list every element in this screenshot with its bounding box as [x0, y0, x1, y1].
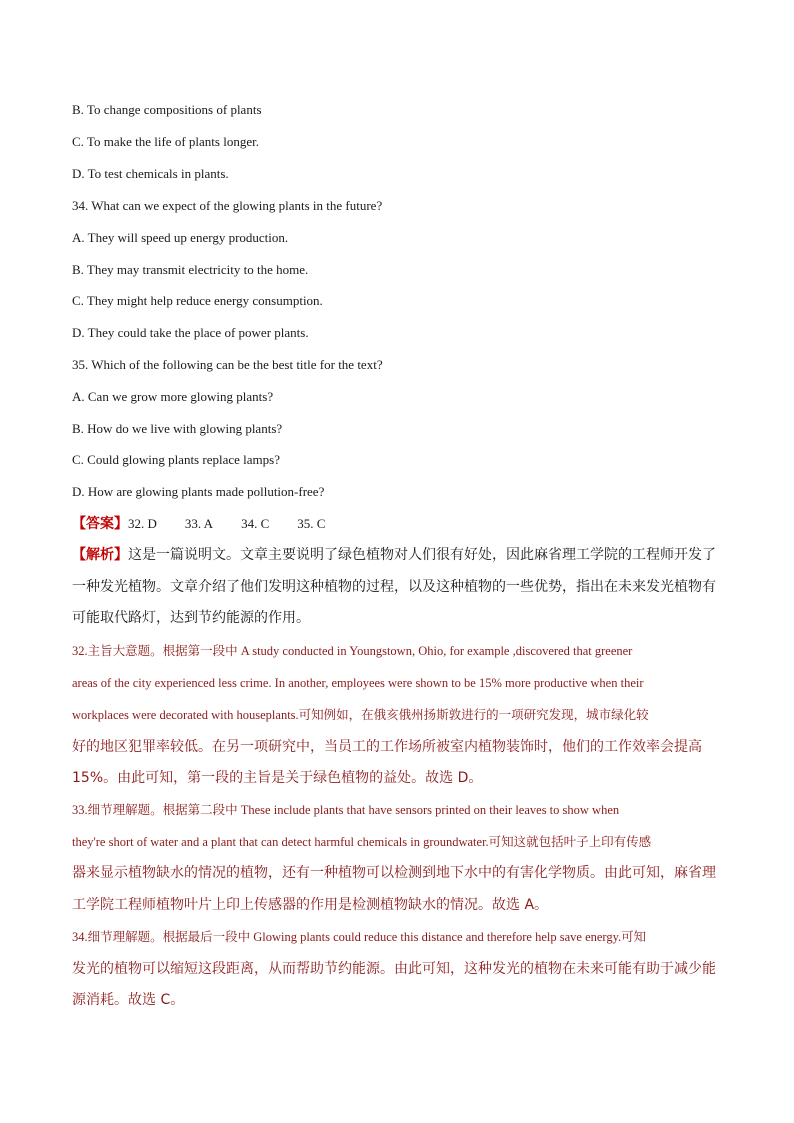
answer-tag: 【答案】 [72, 516, 128, 532]
explain-32-line: 32.主旨大意题。根据第一段中 A study conducted in Youngstown, Ohio, for example ,discovered that greener [72, 644, 633, 658]
analysis-line: 可能取代路灯，达到节约能源的作用。 [72, 610, 310, 626]
explain-32-line: 好的地区犯罪率较低。在另一项研究中，当员工的工作场所被室内植物装饰时，他们的工作效率会提高 [72, 739, 702, 755]
explain-32-line: 15%。由此可知，第一段的主旨是关于绿色植物的益处。故选 D。 [72, 770, 483, 786]
explain-32-line: workplaces were decorated with houseplants.可知例如，在俄亥俄州扬斯敦进行的一项研究发现，城市绿化较 [72, 708, 649, 722]
q34-option-d: D. They could take the place of power plants. [72, 325, 309, 340]
q35-option-c: C. Could glowing plants replace lamps? [72, 452, 280, 467]
explain-33-line: 33.细节理解题。根据第二段中 These include plants that have sensors printed on their leaves to show when [72, 803, 620, 817]
analysis-line: 一种发光植物。文章介绍了他们发明这种植物的过程，以及这种植物的一些优势，指出在未来发光植物有 [72, 579, 716, 595]
explain-32-line: areas of the city experienced less crime. In another, employees were shown to be 15% more productive when their [72, 676, 644, 690]
explain-33-line: 器来显示植物缺水的情况的植物，还有一种植物可以检测到地下水中的有害化学物质。由此可知，麻省理 [72, 865, 716, 881]
explain-34-line: 源消耗。故选 C。 [72, 992, 185, 1008]
answer-item: 35. C [297, 516, 326, 531]
analysis-tag: 【解析】 [72, 547, 128, 563]
q34-option-a: A. They will speed up energy production. [72, 230, 289, 245]
answer-item: 32. D [128, 516, 157, 531]
q33-option-b: B. To change compositions of plants [72, 102, 262, 117]
explain-33-line: they're short of water and a plant that can detect harmful chemicals in groundwater.可知这就包括叶子上印有传感 [72, 835, 652, 849]
q34-stem: 34. What can we expect of the glowing plants in the future? [72, 198, 383, 213]
q33-option-c: C. To make the life of plants longer. [72, 134, 259, 149]
explain-34-line: 34.细节理解题。根据最后一段中 Glowing plants could reduce this distance and therefore help save energy.可知 [72, 930, 647, 944]
q33-option-d: D. To test chemicals in plants. [72, 166, 229, 181]
analysis-text: 这是一篇说明文。文章主要说明了绿色植物对人们很有好处，因此麻省理工学院的工程师开发了 [128, 547, 716, 563]
q35-option-d: D. How are glowing plants made pollution-free? [72, 484, 325, 499]
q35-option-b: B. How do we live with glowing plants? [72, 421, 283, 436]
explain-33-line: 工学院工程师植物叶片上印上传感器的作用是检测植物缺水的情况。故选 A。 [72, 897, 549, 913]
answer-key [72, 515, 724, 533]
q34-option-b: B. They may transmit electricity to the home. [72, 262, 309, 277]
q35-stem: 35. Which of the following can be the best title for the text? [72, 357, 383, 372]
answer-item: 33. A [184, 516, 214, 531]
q34-option-c: C. They might help reduce energy consumption. [72, 293, 323, 308]
explain-34-line: 发光的植物可以缩短这段距离，从而帮助节约能源。由此可知，这种发光的植物在未来可能有助于减少能 [72, 961, 716, 977]
answer-item: 34. C [241, 516, 270, 531]
q35-option-a: A. Can we grow more glowing plants? [72, 389, 274, 404]
analysis-line [72, 546, 724, 564]
